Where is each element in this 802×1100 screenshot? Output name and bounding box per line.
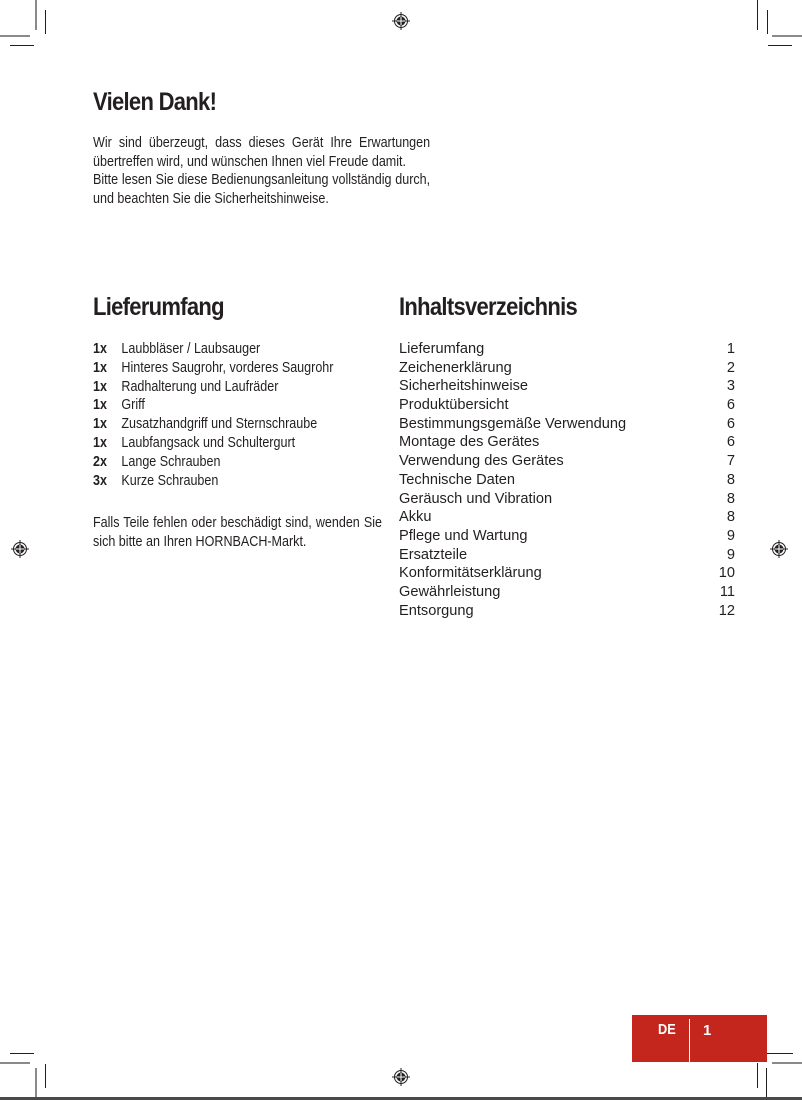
crop-mark xyxy=(0,35,30,37)
crop-mark xyxy=(767,1053,793,1054)
toc-label: Pflege und Wartung xyxy=(399,527,528,544)
item-quantity: 3x xyxy=(93,472,107,489)
item-label: Griff xyxy=(121,397,145,414)
list-item xyxy=(93,396,403,415)
intro-text xyxy=(93,134,430,208)
crop-mark xyxy=(35,0,37,30)
item-quantity: 1x xyxy=(93,341,107,357)
crop-mark xyxy=(772,35,802,37)
intro-title: Vielen Dank! xyxy=(93,88,217,116)
toc-label: Geräusch und Vibration xyxy=(399,490,553,507)
toc-entry[interactable] xyxy=(399,377,735,396)
toc-entry[interactable] xyxy=(399,415,735,434)
toc-page: 3 xyxy=(726,378,735,395)
toc-page: 8 xyxy=(726,490,735,507)
list-item xyxy=(93,434,403,453)
language-code: DE xyxy=(658,1021,676,1038)
crop-mark xyxy=(757,0,758,30)
toc-label: Sicherheitshinweise xyxy=(399,378,528,395)
table-of-contents xyxy=(399,340,735,620)
toc-entry[interactable] xyxy=(399,564,735,583)
toc-entry[interactable] xyxy=(399,583,735,602)
toc-page: 7 xyxy=(726,453,735,470)
toc-page: 2 xyxy=(726,359,735,376)
toc-label: Ersatzteile xyxy=(399,546,468,563)
toc-label: Gewährleistung xyxy=(399,583,501,600)
toc-label: Technische Daten xyxy=(399,471,516,488)
registration-mark-icon xyxy=(391,1067,411,1087)
list-item xyxy=(93,378,403,397)
crop-mark xyxy=(10,1053,34,1054)
toc-entry[interactable] xyxy=(399,508,735,527)
crop-mark xyxy=(45,1064,46,1088)
toc-entry[interactable] xyxy=(399,546,735,565)
toc-page: 1 xyxy=(726,341,735,357)
crop-mark xyxy=(45,10,46,34)
item-quantity: 1x xyxy=(93,359,107,376)
page-badge xyxy=(632,1015,767,1062)
toc-page: 8 xyxy=(726,471,735,488)
registration-mark-icon xyxy=(10,539,30,559)
toc-entry[interactable] xyxy=(399,452,735,471)
page-number: 1 xyxy=(703,1022,712,1039)
registration-mark-icon xyxy=(391,11,411,31)
toc-page: 9 xyxy=(726,546,735,563)
crop-mark xyxy=(766,1068,767,1100)
crop-mark xyxy=(0,1062,30,1064)
toc-page: 6 xyxy=(726,397,735,414)
item-label: Radhalterung und Laufräder xyxy=(121,378,279,395)
intro-paragraph: Bitte lesen Sie diese Bedienungsanleitung vollständig durch, und beachten Sie die Sicherheitshinweise. xyxy=(93,172,431,207)
toc-label: Bestimmungsgemäße Verwendung xyxy=(399,415,627,432)
item-label: Lange Schrauben xyxy=(121,453,221,470)
item-label: Kurze Schrauben xyxy=(121,472,219,489)
toc-page: 6 xyxy=(726,434,735,451)
intro-paragraph: Wir sind überzeugt, dass dieses Gerät Ihre Erwartungen übertreffen wird, und wünschen Ihnen viel Freude damit. xyxy=(93,135,431,170)
toc-page: 11 xyxy=(719,583,735,600)
item-label: Laubbläser / Laubsauger xyxy=(121,341,261,357)
crop-mark xyxy=(767,10,768,34)
list-item xyxy=(93,359,403,378)
crop-mark xyxy=(768,45,792,46)
toc-label: Entsorgung xyxy=(399,602,474,619)
toc-label: Montage des Gerätes xyxy=(399,434,540,451)
toc-label: Konformitätserklärung xyxy=(399,565,542,582)
toc-page: 10 xyxy=(718,565,735,582)
toc-title: Inhaltsverzeichnis xyxy=(399,293,578,321)
item-label: Hinteres Saugrohr, vorderes Saugrohr xyxy=(121,359,334,376)
item-label: Laubfangsack und Schultergurt xyxy=(121,434,296,451)
crop-mark xyxy=(772,1062,802,1064)
item-label: Zusatzhandgriff und Sternschraube xyxy=(121,416,318,433)
item-quantity: 1x xyxy=(93,416,107,433)
toc-entry[interactable] xyxy=(399,490,735,509)
toc-entry[interactable] xyxy=(399,396,735,415)
item-quantity: 2x xyxy=(93,453,107,470)
list-item xyxy=(93,472,403,491)
toc-page: 12 xyxy=(718,602,735,619)
list-item xyxy=(93,453,403,472)
item-quantity: 1x xyxy=(93,397,107,414)
toc-entry[interactable] xyxy=(399,471,735,490)
registration-mark-icon xyxy=(769,539,789,559)
crop-mark xyxy=(757,1063,758,1088)
delivery-title: Lieferumfang xyxy=(93,293,224,321)
crop-mark xyxy=(35,1068,37,1100)
list-item xyxy=(93,340,403,359)
toc-label: Verwendung des Gerätes xyxy=(399,453,564,470)
toc-label: Zeichenerklärung xyxy=(399,359,512,376)
toc-entry[interactable] xyxy=(399,433,735,452)
toc-page: 9 xyxy=(726,527,735,544)
delivery-list xyxy=(93,340,403,490)
toc-entry[interactable] xyxy=(399,527,735,546)
toc-label: Lieferumfang xyxy=(399,341,485,357)
item-quantity: 1x xyxy=(93,434,107,451)
toc-page: 6 xyxy=(726,415,735,432)
badge-divider xyxy=(689,1019,690,1063)
toc-entry[interactable] xyxy=(399,602,735,621)
toc-label: Akku xyxy=(399,509,432,526)
item-quantity: 1x xyxy=(93,378,107,395)
list-item xyxy=(93,415,403,434)
missing-parts-note: Falls Teile fehlen oder beschädigt sind, wenden Sie sich bitte an Ihren HORNBACH-Markt. xyxy=(93,515,382,550)
crop-mark xyxy=(10,45,34,46)
toc-entry[interactable] xyxy=(399,340,735,359)
toc-label: Produktübersicht xyxy=(399,397,509,414)
toc-entry[interactable] xyxy=(399,359,735,378)
toc-page: 8 xyxy=(726,509,735,526)
